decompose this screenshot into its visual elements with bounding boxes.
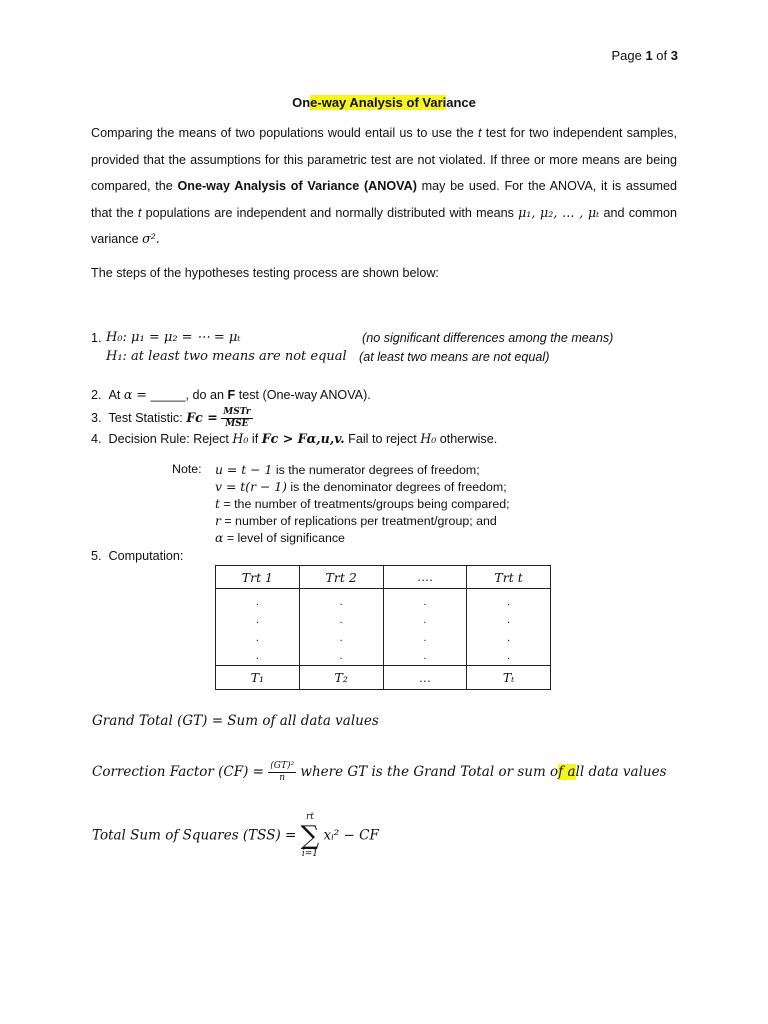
grand-total-formula: Grand Total (GT) = Sum of all data values [92, 713, 379, 729]
computation-table [215, 565, 551, 690]
table-row [216, 589, 551, 666]
table-header-cell: Trt 1 [216, 566, 300, 589]
table-totals-row [216, 666, 551, 690]
correction-factor-fraction: $\frac{\text{(GT)²}}{n}$ [270, 761, 295, 783]
table-total-cell: T₁ [216, 666, 300, 690]
intro-paragraph: Comparing the means of two populations would entail us to use the t test for two independent samples, provided that the assumptions for this parametric test are not violated. If three or more means are being compared, the One-way Analysis of Variance (ANOVA) may be used. For the ANOVA, it is assumed that the t populations are independent and normally distributed with means μ₁, μ₂, … , μₜ and common variance σ². [91, 126, 678, 246]
table-header-row [216, 566, 551, 589]
note-line-1: u = t − 1 is the numerator degrees of freedom; [215, 462, 480, 477]
table-total-cell: … [383, 666, 467, 690]
correction-factor-formula: Correction Factor (CF) = $\frac{\text{(GT)²}}{n}$ where GT is the Grand Total or sum of all data values [92, 761, 667, 783]
table-cell: . . . . [299, 589, 383, 666]
title-highlight: e-way Analysis of Vari [310, 95, 447, 110]
note-line-3: t = the number of treatments/groups being compared; [215, 496, 510, 511]
step-1-number: 1. [91, 331, 102, 345]
step-5: 5. Computation: [91, 549, 184, 563]
note-line-2: v = t(r − 1) is the denominator degrees of freedom; [215, 479, 507, 494]
note-label: Note: [172, 462, 202, 476]
table-total-cell: Tₜ [467, 666, 551, 690]
steps-intro: The steps of the hypotheses testing process are shown below: [91, 266, 439, 280]
note-line-4: r = number of replications per treatment/group; and [215, 513, 497, 528]
note-line-5: α = level of significance [215, 530, 345, 545]
summation-symbol: rt ∑ i=1 [300, 812, 320, 859]
table-header-cell: Trt 2 [299, 566, 383, 589]
table-header-cell: …. [383, 566, 467, 589]
page-title: One-way Analysis of Variance [292, 95, 476, 110]
step-3: 3. Test Statistic: Fc = $\frac{\text{MSTr}}{\text{MSE}}$ [91, 407, 251, 429]
table-cell: . . . . [383, 589, 467, 666]
table-cell: . . . . [216, 589, 300, 666]
table-cell: . . . . [467, 589, 551, 666]
alternative-hypothesis: H₁: at least two means are not equal [106, 349, 347, 364]
table-header-cell: Trt t [467, 566, 551, 589]
table-total-cell: T₂ [299, 666, 383, 690]
null-hypothesis: H₀: μ₁ = μ₂ = ⋯ = μₜ [106, 330, 241, 345]
alternative-hypothesis-note: (at least two means are not equal) [359, 350, 550, 364]
total-sum-of-squares-formula: Total Sum of Squares (TSS) = rt ∑ i=1 xᵢ² − CF [92, 812, 379, 859]
step-4: 4. Decision Rule: Reject H₀ if Fc > Fα,u,v. Fail to reject H₀ otherwise. [91, 431, 498, 446]
null-hypothesis-note: (no significant differences among the means) [362, 331, 614, 345]
step-2: 2. At α = _____, do an F test (One-way ANOVA). [91, 387, 371, 402]
page-number: Page 1 of 3 [611, 48, 678, 63]
test-statistic-fraction: $\frac{\text{MSTr}}{\text{MSE}}$ [223, 407, 251, 429]
